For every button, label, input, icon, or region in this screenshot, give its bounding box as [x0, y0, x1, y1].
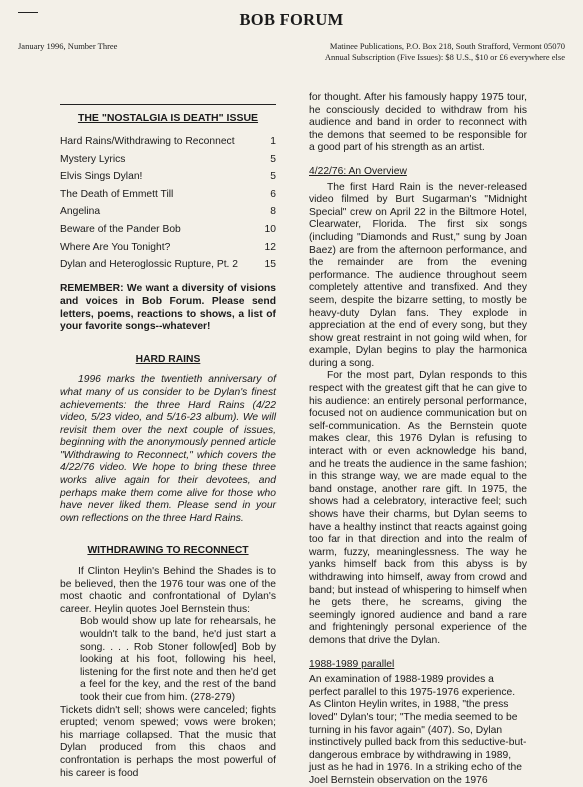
- toc-item: [60, 257, 276, 275]
- table-of-contents: [60, 134, 276, 275]
- toc-item-page: 5: [270, 171, 276, 183]
- toc-title: THE "NOSTALGIA IS DEATH" ISSUE: [60, 104, 276, 125]
- parallel-heading: 1988-1989 parallel: [309, 658, 395, 670]
- toc-item: [60, 134, 276, 152]
- toc-item-title: Elvis Sings Dylan!: [60, 171, 143, 183]
- toc-item: [60, 169, 276, 187]
- toc-item: [60, 204, 276, 222]
- toc-item-page: 6: [270, 188, 276, 200]
- toc-item: [60, 222, 276, 240]
- toc-item-title: Where Are You Tonight?: [60, 241, 171, 253]
- toc-item: [60, 239, 276, 257]
- toc-item-page: 1: [270, 136, 276, 148]
- toc-item-title: Dylan and Heteroglossic Rupture, Pt. 2: [60, 259, 238, 271]
- article-paragraph: For the most part, Dylan responds to this respect with the greatest gift that he can give to his audience: an entirely personal performance, focused not on audience communication but on self-communication. As the Bernstein quote makes clear, this 1976 Dylan is refusing to interact with or even acknowledge his band, and he treats the audience in the same fashion; in this strange way, we are made equal to the band onstage, another rare gift. In 1975, the shows had a celebratory, interactive feel; such shows have their charms, but Dylan seems to have a healthy instinct that reacts against going too far in that direction and into the realm of warm, fuzzy, meaninglessness. The way he yanks himself back from this abyss is by withdrawing into himself, away from crowd and band; but instead of whispering to himself when he gets there, he screams, giving the seemingly ignored audience and band a rare and frighteningly personal experience of the demons that drive the Dylan.: [309, 370, 527, 646]
- hard-rains-intro: 1996 marks the twentieth anniversary of what many of us consider to be Dylan's finest achievements: the three Hard Rains (4/22 video, 5/23 video, and 5/16-23 album). We will revisit them over the next couple of issues, beginning with the anonymously penned article "Withdrawing to Reconnect," which covers the 4/22/76 video. We hope to bring these three works alive again for their devotees, and perhaps make them come alive for those who have never liked them. Please send in your own reflections on the three Hard Rains.: [60, 374, 276, 524]
- callout-note: REMEMBER: We want a diversity of visions and voices in Bob Forum. Please send letters, poems, reactions to shows, a list of your favorite songs--whatever!: [60, 283, 276, 333]
- article-paragraph: If Clinton Heylin's Behind the Shades is to be believed, then the 1976 tour was one of the most chaotic and confrontational of Dylan's career. Heylin quotes Joel Bernstein thus:: [60, 566, 276, 615]
- overview-heading: 4/22/76: An Overview: [309, 165, 407, 177]
- publisher-info: [275, 41, 565, 63]
- block-quote: Bob would show up late for rehearsals, he wouldn't talk to the band, he'd just start a song. . . . Rob Stoner follow[ed] Bob by looking at his foot, following his heel, listening for the first note and then he'd get a feel for the key, and the rest of the band took their cue from him. (278-279): [80, 616, 276, 703]
- right-column: [309, 92, 527, 787]
- article-paragraph: An examination of 1988-1989 provides a perfect parallel to this 1975-1976 experience. As Clinton Heylin writes, in 1988, "the press loved" Dylan's tour; "The media seemed to be turning in his favor again" (407). So, Dylan instinctively pulled back from this seductive-but-dangerous embrace by withdrawing in 1989, just as he had in 1976. In a striking echo of the Joel Bernstein observation on the 1976: [309, 674, 527, 786]
- toc-item-title: Mystery Lyrics: [60, 153, 126, 165]
- toc-item-page: 8: [270, 206, 276, 218]
- publisher-address: Matinee Publications, P.O. Box 218, South Strafford, Vermont 05070: [329, 41, 565, 51]
- newsletter-title: BOB FORUM: [239, 10, 344, 29]
- article-paragraph: The first Hard Rain is the never-released video filmed by Burt Sugarman's "Midnight Special" crew on April 22 in the Biltmore Hotel, Clearwater, Florida. The first six songs (including "Diamonds and Rust," sung by Joan Baez) are from the afternoon performance, and the remainder are from the evening performance. The audience throughout seem completely attentive and transfixed. And they seem, despite the bizarre setting, to mostly be heavy-duty Dylan fans. They explode in appreciation at the end of every song, but they show great restraint in not going wild when, for example, Dylan begins to play the harmonica during a song.: [309, 181, 527, 369]
- toc-item-title: The Death of Emmett Till: [60, 188, 174, 200]
- article-paragraph: for thought. After his famously happy 1975 tour, he consciously decided to withdraw from his audience and band in order to reconnect with the demons that seemed to be responsible for a good part of his strength as an artist.: [309, 92, 527, 154]
- toc-item: [60, 186, 276, 204]
- toc-item-page: 10: [264, 224, 276, 236]
- toc-item: [60, 151, 276, 169]
- withdrawing-heading: WITHDRAWING TO RECONNECT: [87, 545, 249, 557]
- left-column: [60, 104, 276, 780]
- toc-item-title: Beware of the Pander Bob: [60, 224, 181, 236]
- toc-item-title: Angelina: [60, 206, 101, 218]
- toc-item-title: Hard Rains/Withdrawing to Reconnect: [60, 136, 235, 148]
- article-paragraph: Tickets didn't sell; shows were canceled; fights erupted; venom spewed; vows were broken; his marriage collapsed. That the music that Dylan produced from this chaos and confrontation is perhaps the most powerful of his career is food: [60, 704, 276, 779]
- toc-item-page: 5: [270, 153, 276, 165]
- issue-date: January 1996, Number Three: [18, 41, 118, 51]
- toc-item-page: 12: [264, 241, 276, 253]
- subscription-info: Annual Subscription (Five Issues): $8 U.S., $10 or £6 everywhere else: [324, 52, 565, 62]
- hard-rains-heading: HARD RAINS: [135, 353, 201, 365]
- toc-item-page: 15: [264, 259, 276, 271]
